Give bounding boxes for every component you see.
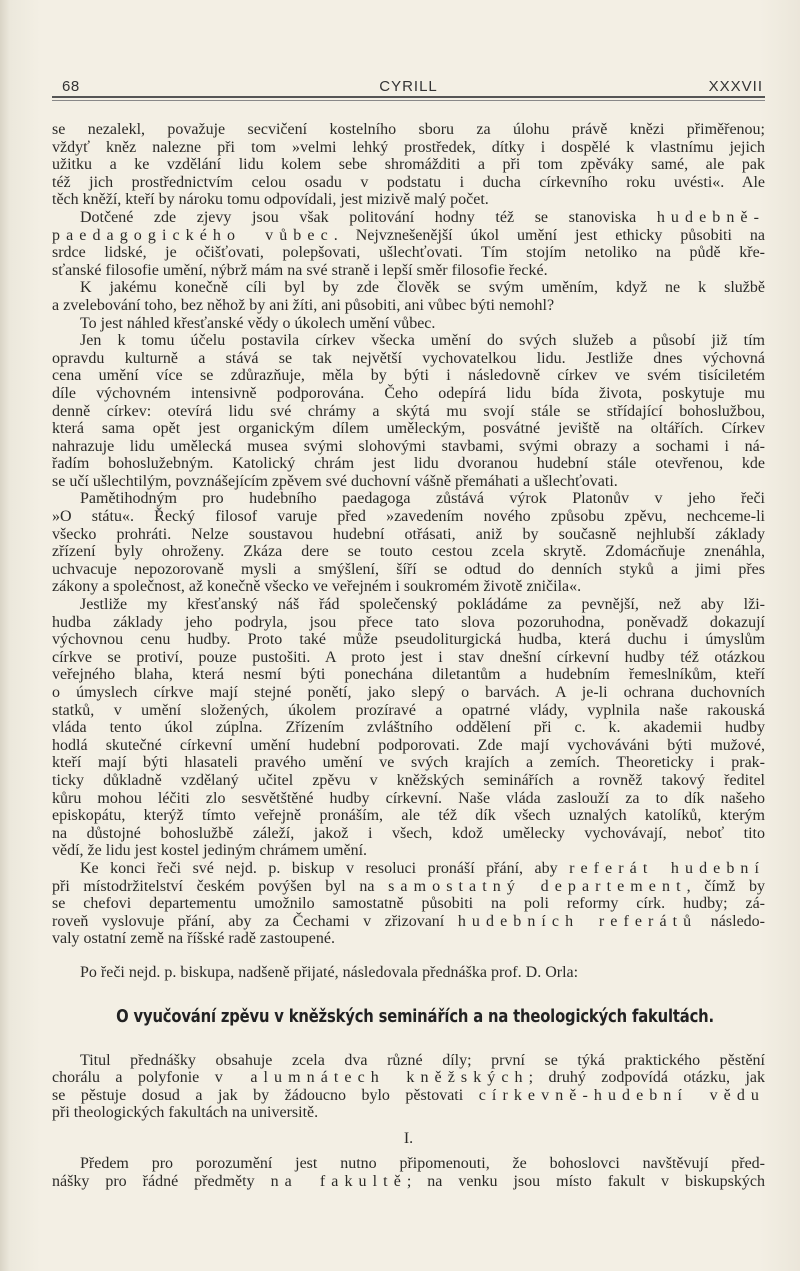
text-line: na důstojné bohoslužbě záleží, jakož i všech, kdož umělecky vychovávají, neboť tito bbox=[52, 824, 765, 842]
text-line: se učí ušlechtilým, povznášejícím zpěvem své duchovní vášně přemáhati a ušlechťovati. bbox=[52, 472, 618, 490]
text-line: ticky důkladně vzdělaný učitel zpěvu v kněžských seminářích a rovněž takový ředitel bbox=[52, 771, 765, 789]
text-segment: nášky pro řádné předměty bbox=[52, 1173, 271, 1191]
text-line: při theologických fakultách na universitě. bbox=[52, 1104, 319, 1122]
text-segment: při místodržitelství českém povýšen byl na bbox=[52, 877, 389, 895]
text-line: statků, v umění složených, úkolem prozíravé a opatrné vlády, vyplnila naše rakouská bbox=[52, 701, 765, 719]
text-line: episkopátu, kterýž tímto veřejně pronáším, ale též dík všech uznalých katolíků, kterým bbox=[52, 807, 765, 825]
text-segment: , čímž by bbox=[686, 877, 765, 895]
text-line: valy ostatní země na říšské radě zastoupené. bbox=[52, 930, 335, 948]
spaced-emphasis: hudebně- bbox=[656, 208, 765, 226]
running-header bbox=[52, 76, 765, 98]
spaced-emphasis: na fakultě bbox=[270, 1173, 407, 1191]
text-line: I. bbox=[403, 1129, 414, 1147]
spaced-emphasis: hudebních referátů bbox=[457, 912, 698, 930]
text-line: kůru mohou léčiti zlo sesvětštěné hudby církevní. Naše vláda zaslouží za to dík našeho bbox=[52, 789, 765, 807]
text-line: »O státu«. Řecký filosof varuje před »zavedením nového způsobu zpěvu, nechceme-li bbox=[52, 508, 765, 526]
text-line: se nezalekl, považuje secvičení kostelního sboru za úlohu právě knězi přiměřenou; bbox=[52, 121, 765, 138]
text-line bbox=[52, 1069, 765, 1087]
paragraph-continued bbox=[52, 121, 765, 209]
text-line: O vyučování zpěvu v kněžských seminářích a na theologických fakultách. bbox=[116, 1005, 714, 1027]
text-line bbox=[52, 227, 765, 245]
text-line: kteří mají býti hlasateli pravého umění ve svých krajích a zemích. Theoreticky i prak- bbox=[52, 754, 765, 772]
header-rule-thin bbox=[52, 100, 765, 101]
text-line: se chefovi departementu umožnilo samostatně působiti na poli reformy círk. hudby; zá- bbox=[52, 895, 765, 913]
closing-note bbox=[52, 964, 765, 982]
text-line: všecko prohráti. Nelze soustavou hudební otřásati, aniž by současně nejhlubší základy bbox=[52, 525, 765, 543]
text-segment: roveň vyslovuje přání, aby za Čechami v zřizovaní bbox=[52, 912, 458, 930]
paragraph-truncated bbox=[52, 1155, 765, 1190]
text-line: vědí, že lidu jest kostel jediným chrámem umění. bbox=[52, 842, 368, 860]
text-line: hudba základy jeho podryla, jsou přece tato slova pozoruhodna, poněvadž dokazují bbox=[52, 613, 765, 631]
text-segment: . Nejvznešenější úkol umění jest ethicky působiti na bbox=[333, 226, 766, 244]
journal-title: CYRILL bbox=[379, 78, 438, 95]
paragraph bbox=[52, 1052, 765, 1122]
text-line: opravdu kulturně a stává se tak největší vychovatelkou lidu. Jestliže dnes výchovná bbox=[52, 349, 765, 367]
text-line: Jestliže my křesťanský náš řád společenský pokládáme za pevnější, než aby lži- bbox=[80, 596, 765, 614]
text-line: vláda tento úkol zúplna. Zřízením zvláštního oddělení při c. k. akademii hudby bbox=[52, 719, 765, 737]
text-line: cena umění více se zdůrazňuje, měla by býti i následovně církev ve svém tisíciletém bbox=[52, 367, 765, 385]
text-line: hodlá skutečné církevní umění hudební podporovati. Zde mají vychováváni býti mužové, bbox=[52, 736, 765, 754]
text-line: uchvacuje nepozorovaně mysli a smýšlení, šíří se odtud do denních styků a jimi přes bbox=[52, 560, 765, 578]
section-numeral bbox=[52, 1130, 765, 1148]
spaced-emphasis: církevně-hudební vědu bbox=[478, 1086, 765, 1104]
spaced-emphasis: referát hudební bbox=[569, 859, 766, 877]
spaced-emphasis: paedagogického vůbec bbox=[52, 226, 334, 244]
text-line: srdce lidské, je očišťovati, polepšovati, ušlechťovati. Tím stojím netoliko na půdě kře- bbox=[52, 244, 765, 262]
paragraph bbox=[52, 860, 765, 948]
paragraph bbox=[52, 279, 765, 314]
text-segment: následo- bbox=[697, 912, 766, 930]
text-line: výchovnou cenu hudby. Proto také může pseudoliturgická hudba, která duchu i úmyslům bbox=[52, 631, 765, 649]
text-segment: ; na venku jsou místo fakult v biskupských bbox=[406, 1173, 765, 1191]
text-segment: se pěstuje dosud a jak by žádoucno bylo pěstovati bbox=[52, 1086, 479, 1104]
text-line bbox=[52, 878, 765, 896]
text-line bbox=[52, 1087, 765, 1105]
text-line: sťanské filosofie umění, nýbrž mám na své straně i lepší směr filosofie řecké. bbox=[52, 261, 548, 279]
text-line: díle výchovném intensivně podporována. Čeho odepírá lidu bída života, poskytuje mu bbox=[52, 384, 765, 402]
volume-number: XXXVII bbox=[708, 78, 763, 95]
text-line bbox=[52, 860, 765, 878]
text-line: K jakému konečně cíli byl by zde člověk se svým uměním, když ne k službě bbox=[80, 279, 765, 297]
text-line: která sama opět jest organickým dílem uměleckým, posvátné jeviště na oltářích. Církev bbox=[52, 420, 765, 438]
text-line: zřízení byly ohroženy. Zkáza dere se touto cestou zcela skrytě. Zdomácňuje znenáhla, bbox=[52, 543, 765, 561]
spaced-emphasis: v alumnátech kněžských bbox=[214, 1069, 529, 1087]
text-line: zákony a společnost, až konečně všecko ve veřejném i soukromém životě zničila«. bbox=[52, 578, 582, 596]
paragraph bbox=[52, 209, 765, 279]
text-line: užitku a ke vzdělání lidu kolem sebe shromážditi a při tom zpěváky samé, ale pak bbox=[52, 156, 765, 174]
text-line: Titul přednášky obsahuje zcela dva různé díly; první se týká praktického pěstění bbox=[80, 1051, 765, 1069]
text-line: řadím bohoslužebným. Katolický chrám jest lidu dvoranou hudební stále otevřenou, kde bbox=[52, 455, 765, 473]
text-line: Po řeči nejd. p. biskupa, nadšeně přijaté, následovala přednáška prof. D. Orla: bbox=[80, 963, 579, 981]
text-line: To jest náhled křesťanské vědy o úkolech umění vůbec. bbox=[80, 314, 436, 332]
text-line: a zvelebování toho, bez něhož by ani žíti, ani působiti, ani vůbec býti nemohl? bbox=[52, 296, 555, 314]
paragraph bbox=[52, 596, 765, 860]
text-line: denně církev: otevírá lidu své chrámy a skýtá mu svojí stále se střídající bohoslužbou, bbox=[52, 402, 765, 420]
text-line: Jen k tomu účelu postavila církev všecka umění do svých služeb a působí již tím bbox=[80, 332, 765, 350]
text-segment: Ke konci řeči své nejd. p. biskup v resoluci pronáší přání, aby bbox=[80, 859, 570, 877]
page-number: 68 bbox=[62, 78, 80, 95]
text-segment: ; druhý zodpovídá otázku, jak bbox=[528, 1069, 765, 1087]
text-line: Pamětihodným pro hudebního paedagoga zůstává výrok Platonův v jeho řeči bbox=[80, 490, 765, 508]
header-rule bbox=[52, 96, 765, 98]
section-heading bbox=[52, 1005, 765, 1029]
text-line: těch kněží, kteří by nároku tomu odpovídali, jest mizivě malý počet. bbox=[52, 191, 489, 209]
paragraph bbox=[52, 332, 765, 490]
text-line: též jich prostřednictvím celou osadu v podstatu i ducha církevního roku uvésti«. Ale bbox=[52, 173, 765, 191]
text-line: církve se protiví, pouze pustošiti. A proto jest i stav dnešní církevní hudby též otázkou bbox=[52, 648, 765, 666]
text-line: o úmyslech církve mají stejné ponětí, jako slepý o barvách. A je-li ochrana duchovních bbox=[52, 684, 765, 701]
text-segment: chorálu a polyfonie bbox=[52, 1069, 215, 1087]
text-line: vždyť kněz nalezne při tom »velmi lehký prostředek, dítky i dospělé k vlastnímu jejich bbox=[52, 138, 765, 156]
paragraph bbox=[52, 490, 765, 596]
text-line: veřejného blaha, která nesmí býti ponechána diletantům a hudebním řemeslníkům, kteří bbox=[52, 666, 765, 684]
text-segment: Dotčené zde zjevy jsou však politování hodny též se stanoviska bbox=[80, 208, 657, 226]
page-body bbox=[52, 121, 765, 1191]
paragraph bbox=[52, 315, 765, 333]
text-line: Předem pro porozumění jest nutno připomenouti, že bohoslovci navštěvují před- bbox=[80, 1155, 765, 1173]
text-line bbox=[52, 1173, 765, 1191]
text-line bbox=[52, 209, 765, 227]
text-line bbox=[52, 913, 765, 931]
spaced-emphasis: samostatný departement bbox=[388, 877, 687, 895]
text-line: nahrazuje lidu umělecká musea svými slohovými stavbami, svými obrazy a sochami i ná- bbox=[52, 437, 765, 455]
